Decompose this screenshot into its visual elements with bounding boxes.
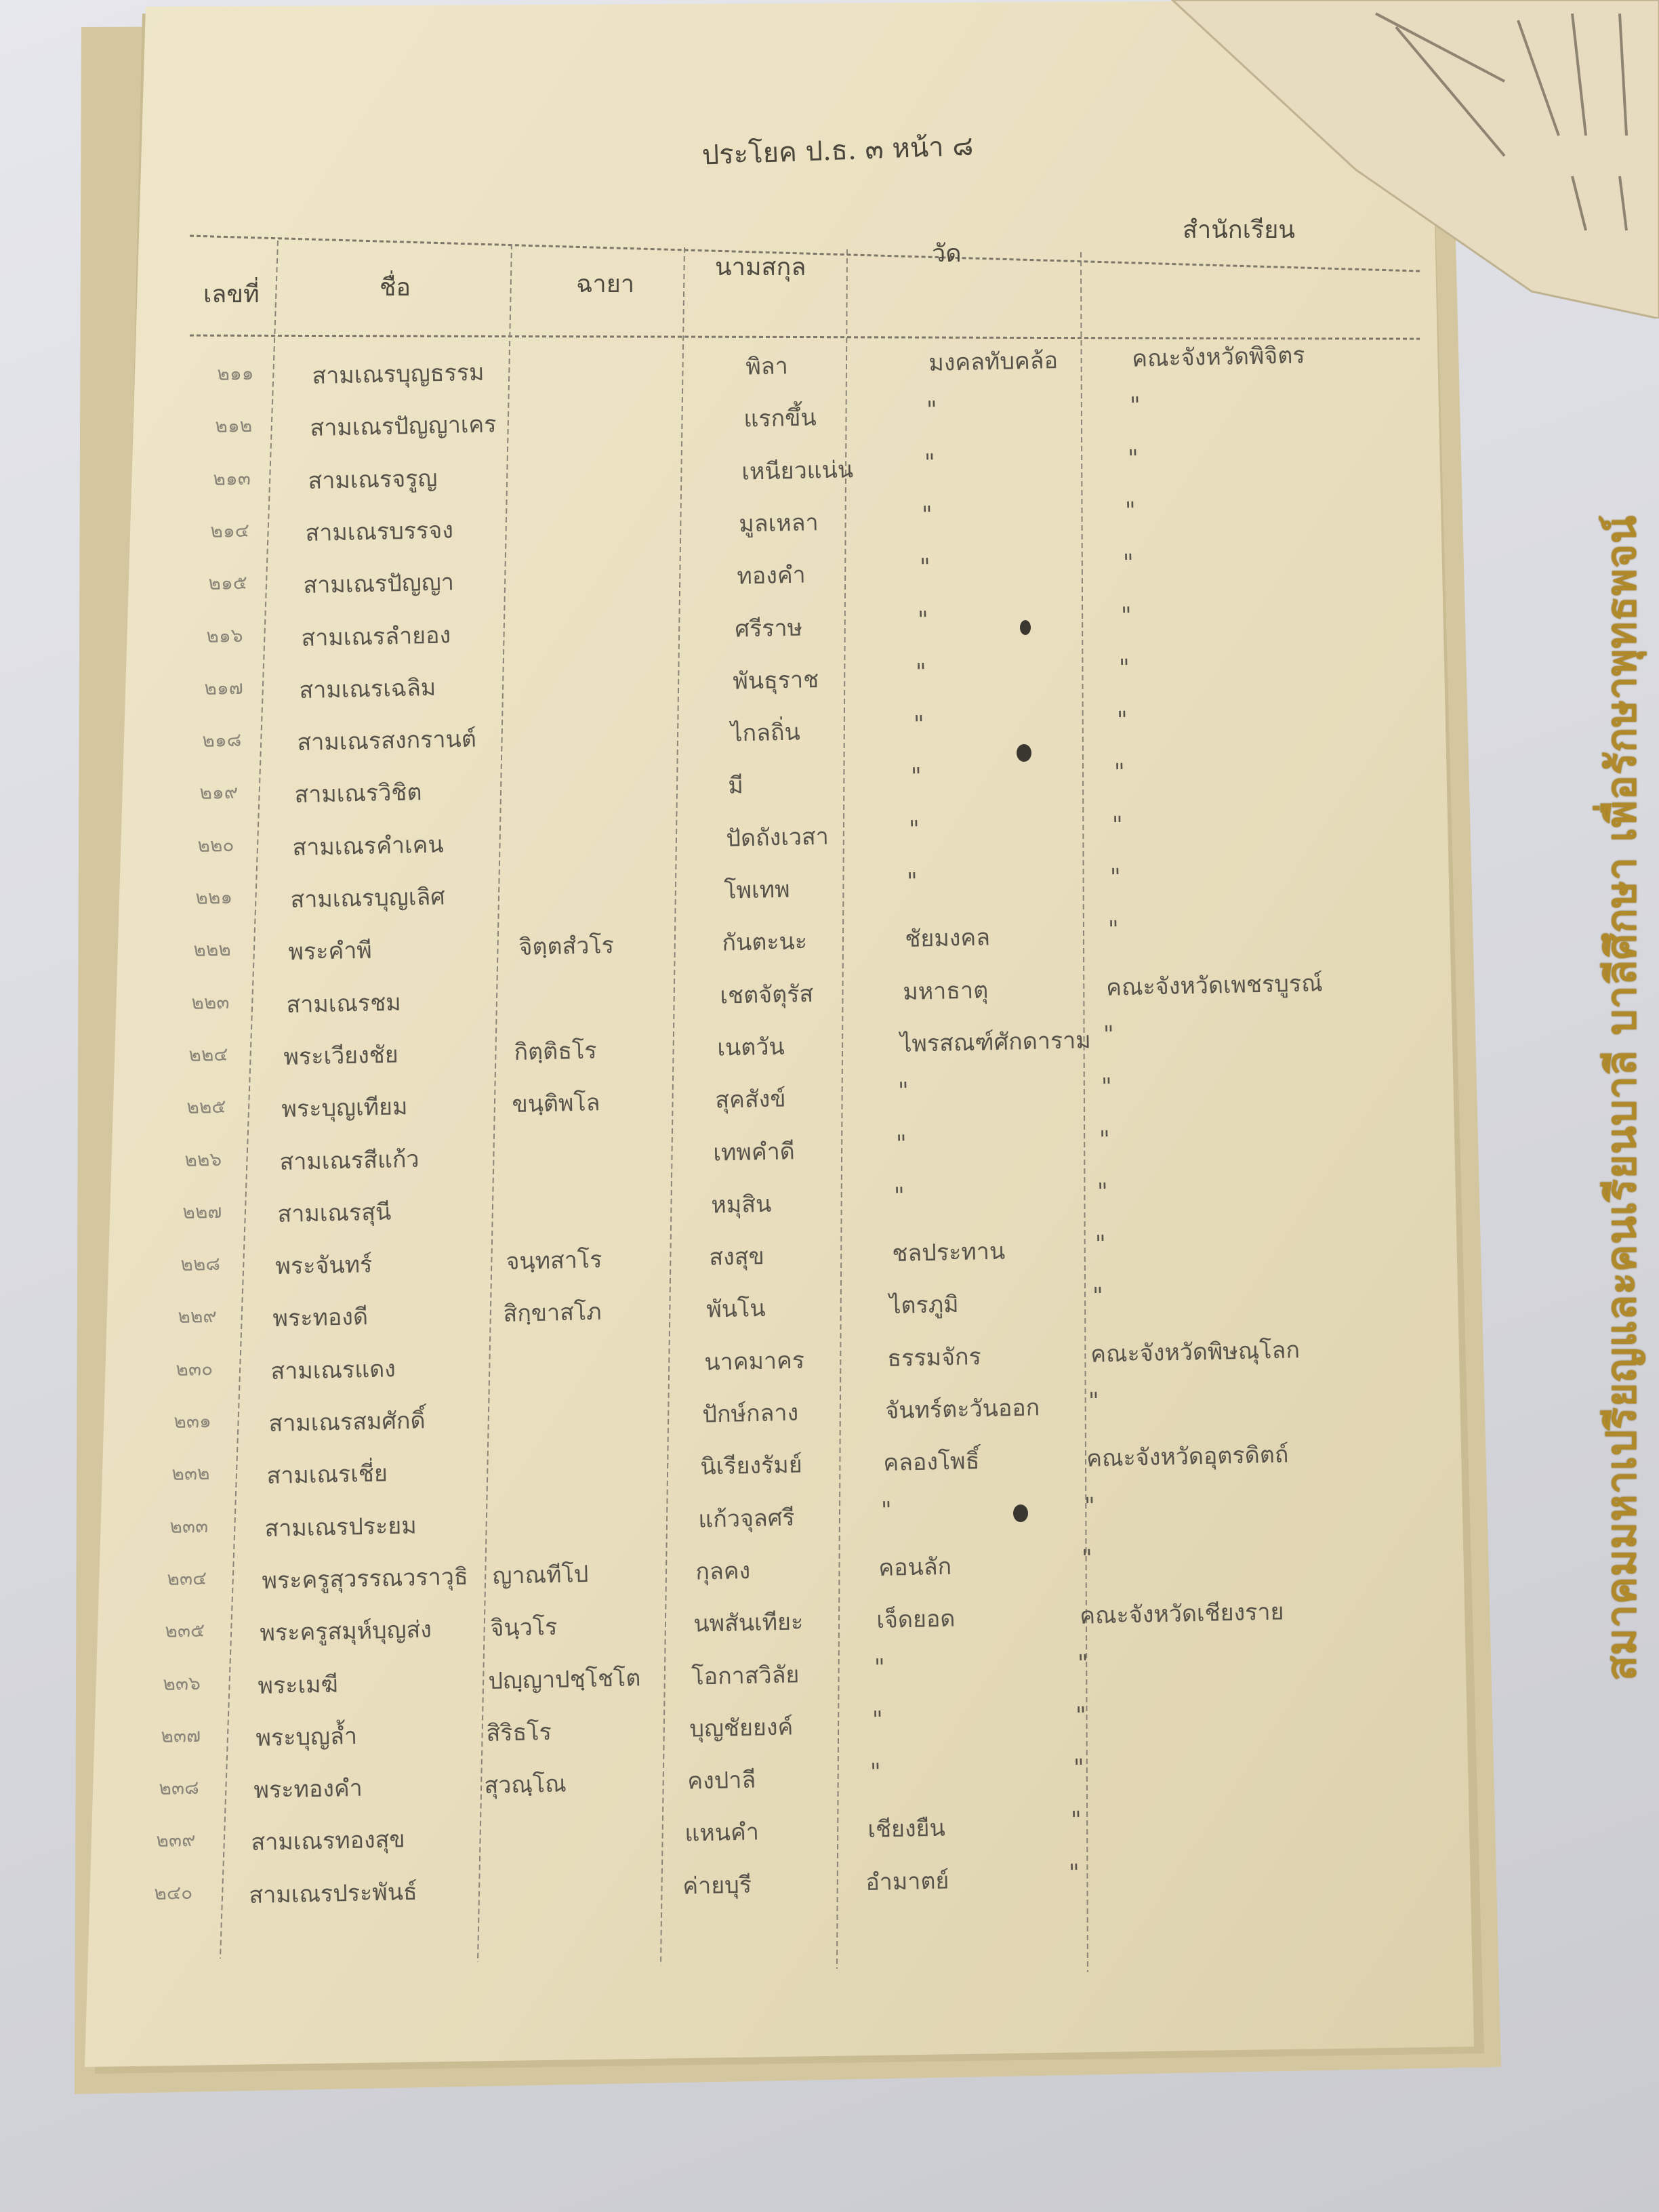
header-no: เลขที่: [203, 281, 260, 308]
row-office: ": [1097, 1178, 1108, 1206]
row-surname: เทพคำดี: [712, 1137, 796, 1167]
row-wat: ": [913, 710, 924, 739]
row-wat: ": [908, 815, 920, 843]
row-name: สามเณรปัญญา: [303, 569, 455, 600]
corner-page-sheet: [1152, 0, 1659, 319]
row-name: พระบุญล้ำ: [255, 1722, 358, 1752]
row-surname: พันโน: [706, 1295, 766, 1324]
ink-blot: [1020, 620, 1031, 635]
row-name: สามเณรปัญญาเคร: [309, 411, 497, 443]
row-surname: แรกขึ้น: [743, 404, 817, 433]
row-office: ": [1114, 758, 1126, 787]
row-surname: ปักษ์กลาง: [701, 1399, 799, 1429]
row-wat: ": [895, 1130, 907, 1158]
row-number: ๒๑๗: [203, 676, 243, 699]
row-office: ": [1082, 1544, 1093, 1572]
row-wat: เชียงยืน: [867, 1815, 946, 1844]
row-surname: พิลา: [745, 352, 789, 381]
row-surname: บุญชัยยงค์: [689, 1713, 794, 1743]
row-number: ๒๒๔: [188, 1042, 229, 1066]
row-pali-name: ญาณทีโป: [492, 1560, 590, 1590]
row-surname: สุคสังข์: [715, 1085, 787, 1114]
row-surname: ค่ายบุรี: [682, 1871, 752, 1900]
row-surname: นพสันเทียะ: [693, 1608, 804, 1638]
row-surname: กันตะนะ: [721, 928, 808, 957]
row-number: ๒๓๘: [158, 1776, 199, 1800]
row-office: คณะจังหวัดพิจิตร: [1131, 342, 1305, 373]
row-surname: ไกลถิ่น: [730, 718, 800, 747]
row-office: คณะจังหวัดเชียงราย: [1080, 1598, 1284, 1630]
row-wat: คลองโพธิ์: [882, 1448, 980, 1477]
row-surname: กุลคง: [695, 1557, 751, 1586]
row-name: สามเณรเฉลิม: [298, 674, 436, 704]
row-office: ": [1122, 549, 1134, 577]
row-name: พระครูสมุห์บุญส่ง: [260, 1616, 432, 1647]
row-wat: ชัยมงคล: [904, 924, 991, 954]
row-name: พระเมฆี: [258, 1671, 339, 1700]
row-number: ๒๒๖: [184, 1147, 222, 1171]
row-pali-name: จินฺวโร: [490, 1614, 558, 1643]
row-office: คณะจังหวัดอุตรดิตถ์: [1086, 1441, 1289, 1473]
header-office: สำนักเรียน: [1183, 216, 1295, 244]
row-wat: ไตรภูมิ: [889, 1291, 960, 1320]
row-name: สามเณรสมศักดิ์: [268, 1407, 426, 1438]
row-wat: มงคลทับคล้อ: [928, 347, 1059, 377]
row-wat: ": [869, 1758, 881, 1786]
row-office: ": [1103, 1021, 1115, 1048]
row-wat: ": [922, 501, 933, 529]
row-wat: ": [874, 1654, 886, 1681]
row-number: ๒๑๙: [199, 781, 239, 804]
row-office: ": [1094, 1230, 1106, 1258]
header-name: ชื่อ: [380, 274, 411, 302]
row-office: ": [1088, 1387, 1100, 1415]
row-wat: ": [917, 606, 929, 634]
row-surname: ปัดถังเวสา: [726, 823, 830, 853]
row-number: ๒๒๑: [195, 885, 233, 909]
row-surname: แก้วจุลศรี: [697, 1504, 795, 1534]
row-number: ๒๓๑: [173, 1409, 212, 1433]
row-surname: เนตวัน: [717, 1033, 785, 1062]
row-number: ๒๓๐: [176, 1357, 213, 1380]
row-wat: อำมาตย์: [865, 1867, 949, 1896]
row-office: ": [1092, 1282, 1104, 1311]
row-number: ๒๑๓: [212, 466, 251, 490]
row-pali-name: สิกฺขาสโภ: [503, 1298, 602, 1328]
row-number: ๒๒๓: [190, 990, 230, 1014]
row-wat: คอนลัก: [878, 1553, 952, 1582]
row-name: สามเณรทองสุข: [251, 1826, 406, 1857]
row-wat: ": [924, 449, 935, 476]
row-surname: มี: [728, 772, 744, 800]
row-name: พระจันทร์: [274, 1251, 373, 1281]
row-office: ": [1125, 497, 1136, 525]
row-number: ๒๓๔: [167, 1566, 207, 1590]
row-office: ": [1120, 601, 1132, 630]
row-pali-name: ขนฺติพโล: [512, 1089, 601, 1119]
page-title: ประโยค ป.ธ. ๓ หน้า ๘: [701, 130, 974, 171]
row-pali-name: ปญฺญาปชฺโชโต: [488, 1664, 641, 1695]
adjacent-page-corner: [1152, 0, 1659, 319]
row-pali-name: กิตฺติธโร: [514, 1037, 598, 1066]
row-name: สามเณรบุญธรรม: [312, 359, 485, 390]
row-wat: เจ็ดยอด: [876, 1605, 956, 1635]
row-name: สามเณรประยม: [264, 1511, 417, 1542]
row-number: ๒๒๕: [186, 1094, 227, 1119]
row-surname: คงปาลี: [687, 1766, 756, 1795]
row-wat: ": [919, 553, 931, 581]
row-wat: ไพรสณฑ์ศักดาราม: [900, 1027, 1092, 1058]
row-office: ": [1116, 706, 1128, 734]
row-name: พระเวียงชัย: [283, 1041, 399, 1071]
row-name: สามเณรบรรจง: [305, 516, 454, 547]
row-number: ๒๑๘: [201, 728, 242, 752]
row-name: สามเณรสุนี: [276, 1198, 392, 1228]
row-number: ๒๒๗: [182, 1200, 222, 1223]
row-name: สามเณรชม: [285, 989, 401, 1019]
header-pali-name: ฉายา: [576, 270, 635, 298]
row-name: พระทองดี: [272, 1303, 369, 1333]
row-pali-name: สุวณฺโณ: [483, 1770, 567, 1800]
row-wat: ": [897, 1077, 909, 1105]
row-surname: หมุสิน: [710, 1190, 772, 1219]
row-wat: ": [915, 658, 927, 686]
row-name: สามเณรสงกรานต์: [296, 725, 476, 757]
row-number: ๒๑๑: [217, 361, 254, 385]
row-name: สามเณรจรูญ: [307, 464, 438, 495]
row-wat: จันทร์ตะวันออก: [884, 1394, 1040, 1425]
row-surname: สงสุข: [708, 1243, 764, 1271]
row-pali-name: จิตฺตสํวโร: [518, 932, 615, 962]
row-name: สามเณรเชี่ย: [266, 1460, 388, 1490]
row-surname: มูลเหลา: [739, 509, 819, 538]
ink-blot: [1013, 1504, 1028, 1522]
row-number: ๒๑๕: [208, 571, 248, 595]
row-number: ๒๓๕: [165, 1618, 205, 1643]
row-number: ๒๑๖: [206, 623, 243, 647]
row-office: ": [1071, 1806, 1082, 1835]
row-name: สามเณรลำยอง: [301, 621, 451, 652]
row-office: ": [1099, 1125, 1111, 1153]
row-name: สามเณรบุญเลิศ: [290, 883, 446, 914]
row-number: ๒๓๗: [160, 1723, 201, 1747]
row-number: ๒๑๒: [214, 414, 253, 438]
row-wat: ": [911, 763, 922, 791]
row-office: ": [1118, 654, 1130, 682]
row-name: พระคำพี: [287, 937, 372, 966]
row-office: ": [1109, 863, 1122, 891]
row-wat: ธรรมจักร: [887, 1343, 982, 1372]
row-number: ๒๓๓: [169, 1514, 209, 1538]
row-office: คณะจังหวัดเพชรบูรณ์: [1105, 969, 1323, 1002]
row-wat: ": [906, 867, 918, 896]
row-office: ": [1111, 811, 1124, 839]
row-wat: ": [872, 1706, 884, 1734]
row-surname: โอกาสวิลัย: [691, 1660, 800, 1691]
row-office: ": [1084, 1492, 1095, 1520]
row-office: ": [1127, 444, 1139, 472]
row-number: ๒๒๘: [180, 1252, 220, 1276]
row-wat: ": [880, 1496, 892, 1524]
row-surname: ทองคำ: [737, 561, 806, 590]
row-surname: นาคมาคร: [704, 1347, 805, 1376]
row-office: ": [1068, 1859, 1080, 1887]
row-office: ": [1129, 392, 1141, 420]
row-office: ": [1077, 1649, 1089, 1677]
row-office: ": [1101, 1073, 1113, 1101]
row-surname: พันธุราช: [732, 665, 819, 695]
row-name: พระทองคำ: [253, 1774, 363, 1805]
row-office: ": [1075, 1702, 1086, 1729]
row-name: พระครูสุวรรณวราวุธิ: [262, 1563, 469, 1595]
row-number: ๒๓๙: [156, 1828, 197, 1852]
row-number: ๒๒๐: [197, 833, 234, 857]
row-office: ": [1073, 1754, 1084, 1782]
row-name: สามเณรแดง: [270, 1355, 396, 1385]
header-surname: นามสกุล: [715, 253, 806, 281]
row-number: ๒๔๐: [154, 1881, 193, 1904]
row-name: สามเณรประพันธ์: [249, 1878, 418, 1909]
row-surname: โพเทพ: [723, 876, 790, 905]
row-surname: นิเรียงรัมย์: [699, 1451, 802, 1481]
row-name: สามเณรคำเคน: [292, 831, 445, 861]
row-number: ๒๒๙: [178, 1305, 218, 1328]
row-office: คณะจังหวัดพิษณุโลก: [1090, 1336, 1300, 1368]
row-pali-name: จนฺทสาโร: [505, 1246, 602, 1276]
row-name: สามเณรสีแก้ว: [279, 1145, 419, 1176]
row-office: ": [1107, 916, 1119, 944]
row-wat: ": [893, 1182, 905, 1210]
row-surname: เชตจัตุรัส: [719, 980, 814, 1010]
row-number: ๒๑๔: [210, 518, 250, 542]
row-name: สามเณรวิชิต: [294, 779, 423, 809]
header-wat: วัด: [932, 240, 962, 268]
row-wat: มหาธาตุ: [902, 976, 989, 1006]
row-surname: ศรีราษ: [734, 614, 803, 643]
row-number: ๒๒๒: [192, 938, 231, 962]
row-wat: ชลประทาน: [891, 1237, 1006, 1268]
watermark-text: สมาคมมหาเปรียญและคนเรียนบาลี บาลีศึกษา เพื่อรักษาพุทธพจน์: [1598, 514, 1645, 1681]
row-number: ๒๓๖: [163, 1671, 201, 1695]
row-name: พระบุญเทียม: [281, 1093, 408, 1124]
ink-blot: [1017, 744, 1031, 762]
row-surname: เหนียวแน่น: [741, 455, 854, 486]
row-pali-name: สิริธโร: [485, 1718, 552, 1747]
row-number: ๒๓๒: [171, 1462, 210, 1486]
row-wat: ": [926, 396, 938, 424]
row-surname: แหนคำ: [684, 1818, 760, 1848]
